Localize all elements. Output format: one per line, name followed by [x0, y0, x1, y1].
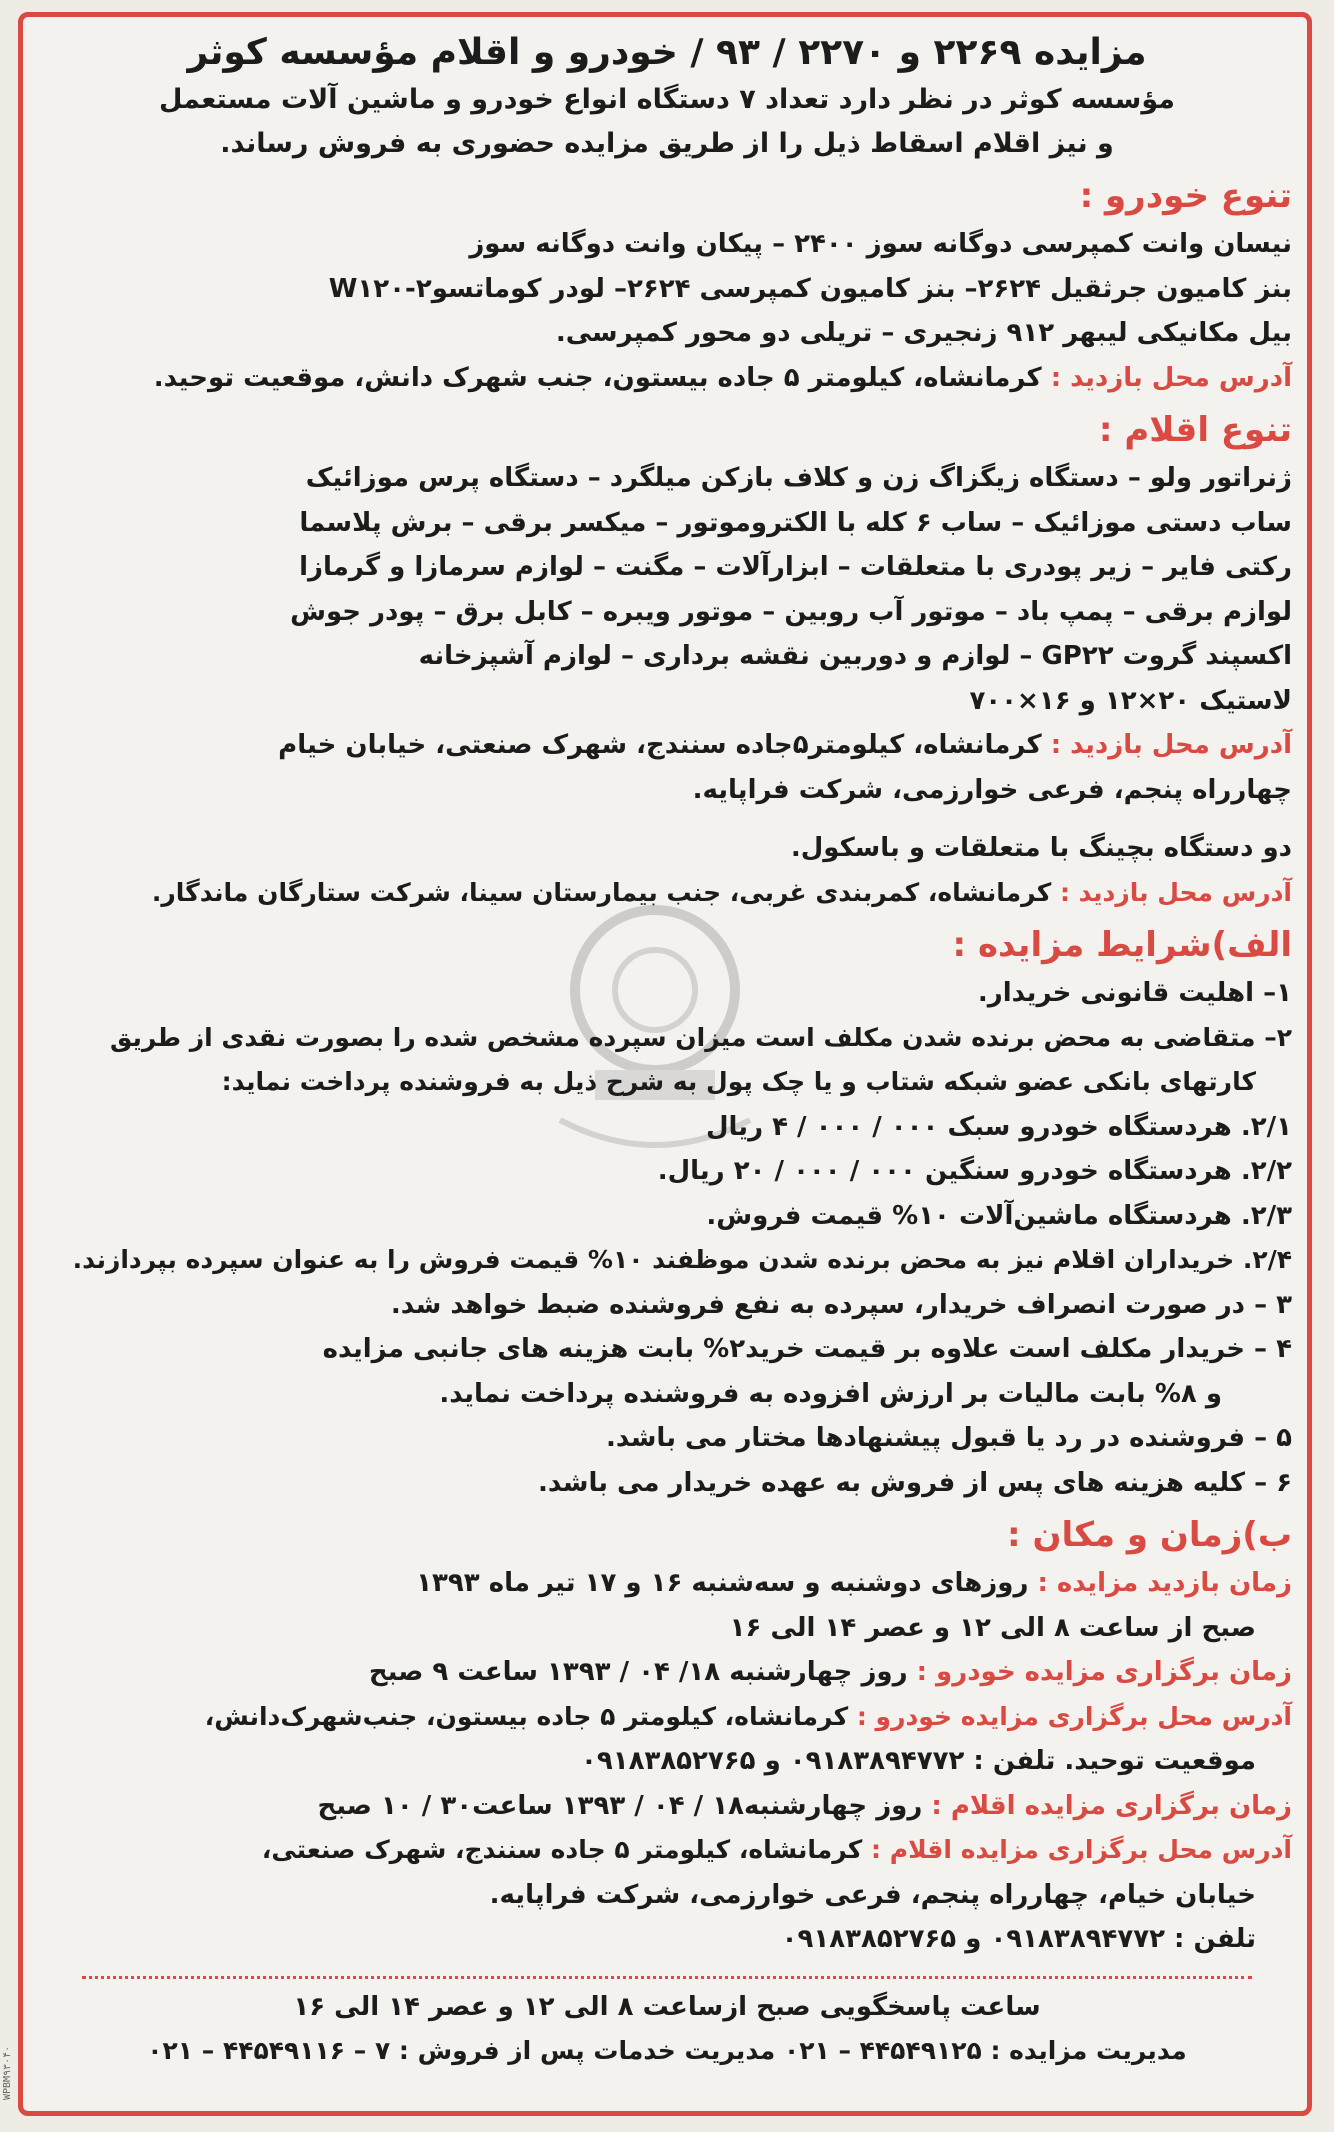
vehicles-visit-address — [42, 356, 1292, 401]
visit-time-text: روزهای دوشنبه و سه‌شنبه ۱۶ و ۱۷ تیر ماه ۱۳۹۳ — [416, 1568, 1029, 1598]
advert-title: مزایده ۲۲۶۹ و ۲۲۷۰ / ۹۳ / خودرو و اقلام مؤسسه کوثر — [187, 32, 1147, 73]
visit-time-label: زمان بازدید مزایده : — [1037, 1568, 1292, 1598]
car-auction-place-text-2: موقعیت توحید. تلفن : ۰۹۱۸۳۸۹۴۷۷۲ و ۰۹۱۸۳۸۵۲۷۶۵ — [580, 1746, 1256, 1776]
condition-6: ۶ – کلیه هزینه های پس از فروش به عهده خریدار می باشد. — [538, 1467, 1292, 1498]
items-line-5: اکسپند گروت GP۲۲ – لوازم و دوربین نقشه برداری – لوازم آشپزخانه — [418, 641, 1292, 671]
items-visit-address — [42, 723, 1292, 768]
advert-content — [42, 28, 1292, 2074]
items-heading: تنوع اقلام : — [1098, 410, 1292, 450]
condition-3: ۳ – در صورت انصراف خریدار، سپرده به نفع فروشنده ضبط خواهد شد. — [390, 1289, 1292, 1320]
car-auction-place-label: آدرس محل برگزاری مزایده خودرو : — [856, 1701, 1292, 1731]
intro-line-2: و نیز اقلام اسقاط ذیل را از طریق مزایده حضوری به فروش رساند. — [220, 128, 1114, 159]
vehicles-line-2: بنز کامیون جرثقیل ۲۶۲۴– بنز کامیون کمپرسی ۲۶۲۴– لودر کوماتسو۲-W۱۲۰ — [328, 273, 1292, 304]
car-auction-place — [42, 1695, 1292, 1740]
condition-5: ۵ – فروشنده در رد یا قبول پیشنهادها مختار می باشد. — [605, 1423, 1292, 1453]
schedule-heading: ب)زمان و مکان : — [1007, 1515, 1292, 1555]
condition-4: ۴ – خریدار مکلف است علاوه بر قیمت خرید۲% بابت هزینه های جانبی مزایده — [322, 1334, 1292, 1364]
footer-contacts: مدیریت مزایده : ۴۴۵۴۹۱۲۵ – ۰۲۱ مدیریت خدمات پس از فروش : ۷ – ۴۴۵۴۹۱۱۶ – ۰۲۱ — [147, 2036, 1187, 2065]
items-auction-place-text-2: خیابان خیام، چهارراه پنجم، فرعی خوارزمی، شرکت فراپایه. — [489, 1879, 1256, 1910]
items-auction-phone: تلفن : ۰۹۱۸۳۸۹۴۷۷۲ و ۰۹۱۸۳۸۵۲۷۶۵ — [781, 1924, 1256, 1954]
items-line-3: رکتی فایر – زیر پودری با متعلقات – ابزارآلات – مگنت – لوازم سرمازا و گرمازا — [299, 552, 1292, 582]
vehicles-line-1: نیسان وانت کمپرسی دوگانه سوز ۲۴۰۰ – پیکان وانت دوگانه سوز — [469, 229, 1292, 259]
vehicles-visit-label: آدرس محل بازدید : — [1050, 362, 1292, 393]
car-auction-place-text: کرمانشاه، کیلومتر ۵ جاده بیستون، جنب‌شهرک‌دانش، — [204, 1701, 849, 1731]
side-code: WPBM۹۳۰۴۰ — [2, 2045, 13, 2100]
condition-2-4: ۲/۴. خریداران اقلام نیز به محض برنده شدن موظفند ۱۰% قیمت فروش را به عنوان سپرده بپردازند. — [72, 1245, 1292, 1274]
condition-2-2: ۲/۲. هردستگاه خودرو سنگین ۰۰۰ / ۰۰۰ / ۲۰ ریال. — [657, 1156, 1292, 1186]
items-auction-place — [42, 1828, 1292, 1873]
visit-time — [42, 1561, 1292, 1606]
batching-line: دو دستگاه بچینگ با متعلقات و باسکول. — [790, 833, 1292, 863]
items-visit-label: آدرس محل بازدید : — [1050, 730, 1292, 760]
condition-2-cont: کارتهای بانکی عضو شبکه شتاب و یا چک پول به شرح ذیل به فروشنده پرداخت نماید: — [221, 1067, 1256, 1096]
batching-visit-address — [42, 871, 1292, 916]
items-auction-place-text: کرمانشاه، کیلومتر ۵ جاده سنندج، شهرک صنعتی، — [261, 1835, 863, 1864]
vehicles-heading: تنوع خودرو : — [1079, 176, 1292, 216]
items-line-6: لاستیک ۲۰×۱۲ و ۱۶×۷۰۰ — [969, 685, 1292, 716]
items-visit-text: کرمانشاه، کیلومتر۵جاده سنندج، شهرک صنعتی، خیابان خیام — [278, 730, 1042, 760]
condition-2: ۲– متقاضی به محض برنده شدن مکلف است میزان سپرده مشخص شده را بصورت نقدی از طریق — [110, 1022, 1292, 1052]
batching-visit-label: آدرس محل بازدید : — [1059, 877, 1292, 907]
footer-divider — [82, 1976, 1252, 1979]
condition-2-1: ۲/۱. هردستگاه خودرو سبک ۰۰۰ / ۰۰۰ / ۴ ریال — [705, 1111, 1292, 1142]
items-auction-time — [42, 1784, 1292, 1829]
condition-4-cont: و ۸% بابت مالیات بر ارزش افزوده به فروشنده پرداخت نماید. — [439, 1378, 1222, 1409]
items-auction-time-text: روز چهارشنبه۱۸ / ۰۴ / ۱۳۹۳ ساعت۳۰ / ۱۰ صبح — [317, 1790, 923, 1821]
intro-line-1: مؤسسه کوثر در نظر دارد تعداد ۷ دستگاه انواع خودرو و ماشین آلات مستعمل — [159, 84, 1175, 115]
items-auction-place-label: آدرس محل برگزاری مزایده اقلام : — [871, 1835, 1292, 1864]
condition-2-3: ۲/۳. هردستگاه ماشین‌آلات ۱۰% قیمت فروش. — [706, 1200, 1292, 1231]
batching-visit-text: کرمانشاه، کمربندی غربی، جنب بیمارستان سینا، شرکت ستارگان ماندگار. — [151, 877, 1052, 907]
car-auction-time — [42, 1650, 1292, 1695]
items-auction-time-label: زمان برگزاری مزایده اقلام : — [931, 1790, 1292, 1821]
items-visit-text-2: چهارراه پنجم، فرعی خوارزمی، شرکت فراپایه. — [692, 774, 1292, 805]
items-line-4: لوازم برقی – پمپ باد – موتور آب روبین – موتور ویبره – کابل برق – پودر جوش — [290, 596, 1292, 627]
car-auction-time-text: روز چهارشنبه ۱۸/ ۰۴ / ۱۳۹۳ ساعت ۹ صبح — [368, 1657, 908, 1687]
conditions-heading: الف)شرایط مزایده : — [952, 925, 1292, 965]
items-line-1: ژنراتور ولو – دستگاه زیگزاگ زن و کلاف بازکن میلگرد – دستگاه پرس موزائیک — [305, 463, 1292, 493]
vehicles-visit-text: کرمانشاه، کیلومتر ۵ جاده بیستون، جنب شهرک دانش، موقعیت توحید. — [153, 362, 1042, 393]
items-line-2: ساب دستی موزائیک – ساب ۶ کله با الکتروموتور – میکسر برقی – برش پلاسما — [299, 507, 1292, 538]
visit-time-text-2: صبح از ساعت ۸ الی ۱۲ و عصر ۱۴ الی ۱۶ — [729, 1612, 1256, 1643]
condition-1: ۱– اهلیت قانونی خریدار. — [977, 978, 1292, 1008]
car-auction-time-label: زمان برگزاری مزایده خودرو : — [916, 1657, 1292, 1687]
vehicles-line-3: بیل مکانیکی لیبهر ۹۱۲ زنجیری – تریلی دو محور کمپرسی. — [555, 318, 1292, 348]
footer-hours: ساعت پاسخگویی صبح ازساعت ۸ الی ۱۲ و عصر ۱۴ الی ۱۶ — [293, 1991, 1041, 2022]
